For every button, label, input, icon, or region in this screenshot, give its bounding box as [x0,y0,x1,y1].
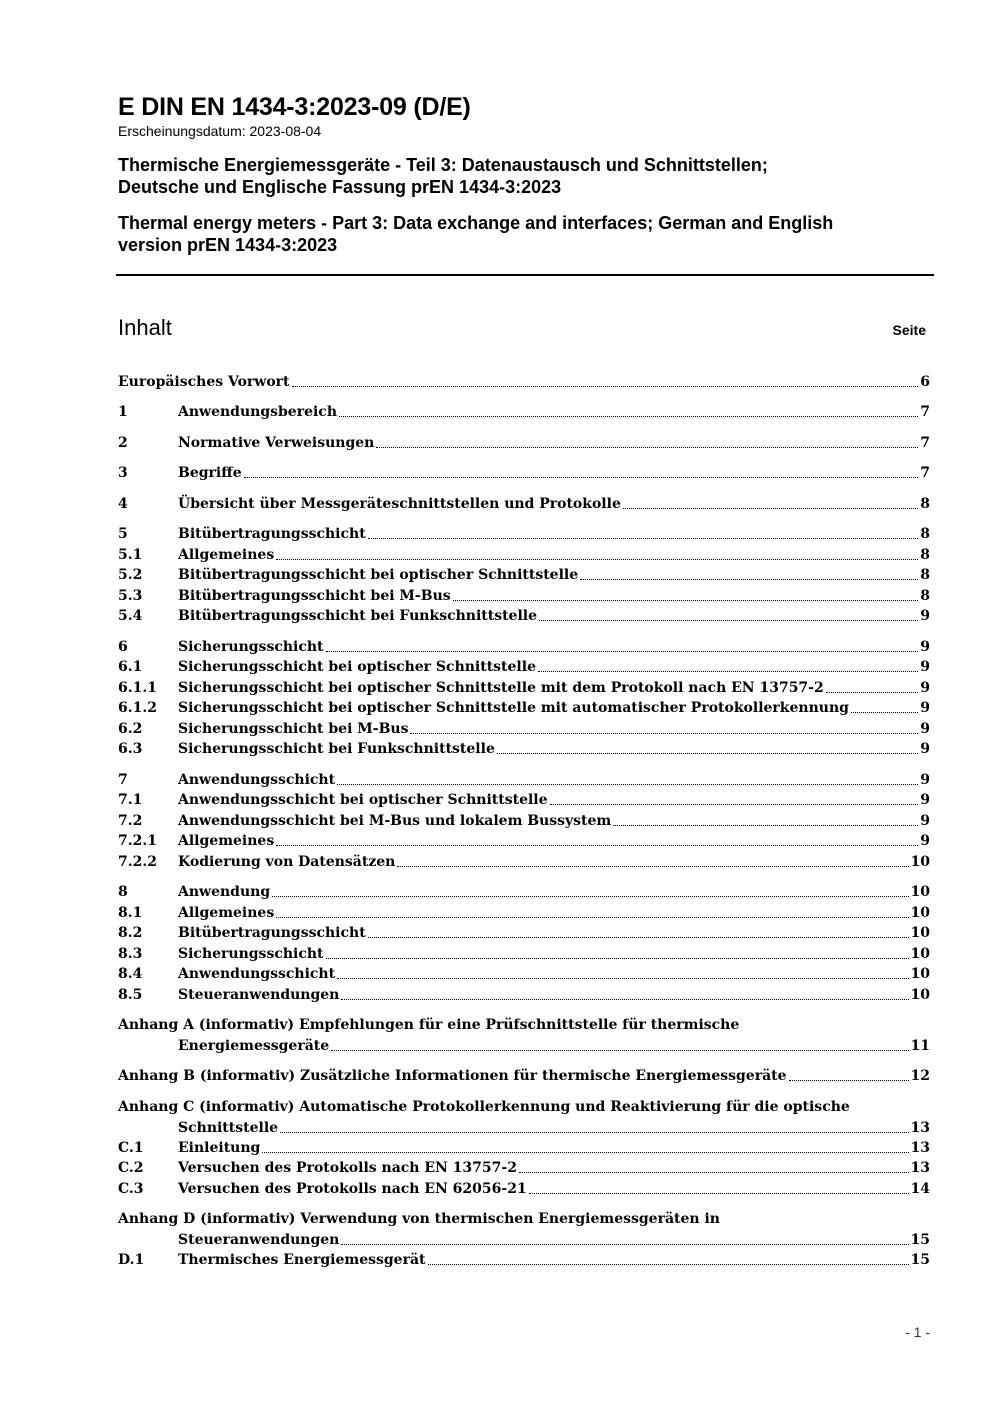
toc-leader-dots [276,917,908,918]
toc-entry-title: Steueranwendungen [178,987,340,1003]
toc-leader-dots [280,1132,908,1133]
toc-entry-title: Europäisches Vorwort [118,374,290,390]
toc-entry[interactable] [118,1138,930,1158]
toc-entry-page: 9 [920,833,930,849]
toc-entry-title: Sicherungsschicht bei optischer Schnittstelle mit dem Protokoll nach EN 13757-2 [178,680,824,696]
toc-leader-dots [331,1050,908,1051]
toc-leader-dots [550,804,919,805]
toc-entry-page: 9 [920,680,930,696]
toc-entry-number: 1 [118,404,128,420]
toc-entry[interactable] [118,1158,930,1178]
annex-b-entry[interactable] [118,1066,930,1086]
toc-entry-number: 7.2.1 [118,833,157,849]
title-german-line1: Thermische Energiemessgeräte - Teil 3: Datenaustausch und Schnittstellen; [118,155,768,175]
toc-entry-title: Allgemeines [178,547,275,563]
toc-leader-dots [276,559,918,560]
toc-entry[interactable] [118,944,930,964]
toc-leader-dots [244,477,919,478]
toc-leader-dots [410,733,918,734]
toc-title: Inhalt [118,315,172,340]
toc-entry-page: 9 [920,608,930,624]
toc-entry-page: 12 [910,1068,930,1084]
toc-entry[interactable] [118,882,930,902]
toc-leader-dots [538,671,918,672]
toc-entry-number: 6.2 [118,721,143,737]
toc-entry-page: 10 [910,987,930,1003]
toc-entry-number: 4 [118,496,128,512]
toc-entry-title: Sicherungsschicht bei optischer Schnittstelle [178,659,536,675]
toc-entry-page: 11 [910,1038,930,1054]
title-english-line2: version prEN 1434-3:2023 [118,235,338,255]
toc-entry-title: Anwendung [178,884,271,900]
toc-leader-dots [453,600,919,601]
toc-heading [118,314,926,342]
toc-entry-title: Anwendungsschicht [178,966,336,982]
toc-leader-dots [292,386,919,387]
toc-entry-page: 8 [920,588,930,604]
toc-entry-page: 10 [910,946,930,962]
toc-entry[interactable] [118,739,930,759]
toc-entry-number: 7.2 [118,813,143,829]
toc-leader-dots [326,651,919,652]
toc-entry[interactable] [118,1250,930,1270]
toc-entry-page: 10 [910,884,930,900]
toc-entry-page: 15 [910,1232,930,1248]
toc-entry-number: 8.3 [118,946,143,962]
toc-entry-page: 14 [910,1181,930,1197]
annex-a-heading[interactable]: Anhang A (informativ) Empfehlungen für eine Prüfschnittstelle für thermische [118,1017,740,1033]
toc-entry-page: 6 [920,374,930,390]
toc-entry-title: Bitübertragungsschicht [178,925,366,941]
toc-entry[interactable] [118,831,930,851]
toc-leader-dots [272,896,908,897]
toc-entry-title: Steueranwendungen [178,1232,340,1248]
toc-entry-number: 5.3 [118,588,143,604]
toc-entry-title: Sicherungsschicht bei Funkschnittstelle [178,741,495,757]
toc-leader-dots [326,958,909,959]
annex-c-entry[interactable] [118,1118,930,1138]
annex-d-entry[interactable] [118,1230,930,1250]
toc-entry[interactable] [118,545,930,565]
title-english [118,212,934,256]
toc-leader-dots [337,784,918,785]
toc-entry[interactable] [118,565,930,585]
toc-entry-title: Bitübertragungsschicht bei M-Bus [178,588,451,604]
toc-leader-dots [529,1193,909,1194]
toc-entry-page: 9 [920,772,930,788]
toc-entry-page: 8 [920,496,930,512]
toc-entry[interactable] [118,657,930,677]
toc-leader-dots [368,538,919,539]
document-header [118,92,934,256]
toc-entry-number: 8 [118,884,128,900]
title-german [118,154,934,198]
toc-entry[interactable] [118,372,930,392]
toc-entry-page: 7 [920,465,930,481]
header-divider [116,274,934,276]
toc-entry-number: C.2 [118,1160,144,1176]
toc-entry-title: Allgemeines [178,833,275,849]
toc-entry-page: 8 [920,547,930,563]
toc-entry-number: 8.5 [118,987,143,1003]
toc-entry-number: 6.1 [118,659,143,675]
toc-entry-number: 6.1.1 [118,680,157,696]
toc-entry-page: 10 [910,905,930,921]
toc-leader-dots [339,416,918,417]
toc-entry-title: Begriffe [178,465,242,481]
toc-entry-number: 7.2.2 [118,854,157,870]
toc-entry[interactable] [118,678,930,698]
toc-entry-number: 5.4 [118,608,143,624]
toc-entry-page: 9 [920,659,930,675]
toc-leader-dots [368,937,909,938]
toc-entry-page: 9 [920,639,930,655]
toc-entry[interactable] [118,770,930,790]
toc-leader-dots [341,1244,908,1245]
toc-entry-page: 9 [920,741,930,757]
toc-entry[interactable] [118,586,930,606]
toc-entry-number: 7.1 [118,792,143,808]
toc-entry-number: 6.3 [118,741,143,757]
annex-c-heading[interactable]: Anhang C (informativ) Automatische Protokollerkennung und Reaktivierung für die optische [118,1099,850,1115]
toc-leader-dots [613,825,918,826]
toc-entry-number: 8.4 [118,966,143,982]
toc-entry-number: 6.1.2 [118,700,157,716]
toc-entry-title: Sicherungsschicht bei M-Bus [178,721,409,737]
toc-entry[interactable] [118,433,930,453]
toc-entry-title: Übersicht über Messgeräteschnittstellen und Protokolle [178,496,621,512]
toc-entry-title: Bitübertragungsschicht bei optischer Schnittstelle [178,567,579,583]
toc-entry[interactable] [118,811,930,831]
toc-entry-page: 9 [920,813,930,829]
toc-entry[interactable] [118,494,930,514]
toc-entry-title: Bitübertragungsschicht [178,526,366,542]
toc-entry-number: 5.1 [118,547,143,563]
toc-entry-number: 5 [118,526,128,542]
toc-entry-page: 15 [910,1252,930,1268]
toc-entry[interactable] [118,923,930,943]
publication-date: Erscheinungsdatum: 2023-08-04 [118,123,322,139]
toc-entry-title: Sicherungsschicht bei optischer Schnittstelle mit automatischer Protokollerkennung [178,700,849,716]
toc-entry[interactable] [118,903,930,923]
toc-entry-title: Kodierung von Datensätzen [178,854,396,870]
title-german-line2: Deutsche und Englische Fassung prEN 1434-3:2023 [118,177,562,197]
toc-entry-title: Thermisches Energiemessgerät [178,1252,426,1268]
toc-entry-page: 9 [920,792,930,808]
toc-entry-page: 9 [920,700,930,716]
toc-entry-number: 3 [118,465,128,481]
toc-leader-dots [539,620,918,621]
toc-leader-dots [623,508,918,509]
toc-entry[interactable] [118,463,930,483]
toc-leader-dots [826,692,919,693]
toc-entry-title: Allgemeines [178,905,275,921]
toc-entry[interactable] [118,524,930,544]
toc-leader-dots [397,866,908,867]
toc-leader-dots [262,1152,908,1153]
toc-entry-title: Normative Verweisungen [178,435,375,451]
toc-leader-dots [497,753,918,754]
toc-entry[interactable] [118,719,930,739]
toc-entry[interactable] [118,964,930,984]
toc-page-label: Seite [892,322,926,338]
toc-entry-title: Sicherungsschicht [178,946,324,962]
toc-entry[interactable] [118,852,930,872]
toc-entry-page: 13 [910,1120,930,1136]
toc-entry-number: 6 [118,639,128,655]
toc-entry-title: Schnittstelle [178,1120,279,1136]
toc-leader-dots [851,712,918,713]
toc-entry-page: 9 [920,721,930,737]
toc-leader-dots [276,845,918,846]
toc-entry-title: Anwendungsbereich [178,404,337,420]
annex-d-heading[interactable]: Anhang D (informativ) Verwendung von thermischen Energiemessgeräten in [118,1211,720,1227]
toc-entry[interactable] [118,402,930,422]
toc-entry-title: Bitübertragungsschicht bei Funkschnittstelle [178,608,538,624]
toc-leader-dots [580,579,918,580]
toc-entry-title: Anwendungsschicht bei M-Bus und lokalem Bussystem [178,813,612,829]
toc-leader-dots [428,1264,909,1265]
toc-entry[interactable] [118,1179,930,1199]
page-number: - 1 - [905,1324,930,1340]
toc-entry-page: 7 [920,435,930,451]
toc-entry-number: D.1 [118,1252,145,1268]
toc-entry-page: 10 [910,925,930,941]
toc-entry-page: 7 [920,404,930,420]
toc-entry[interactable] [118,606,930,626]
toc-leader-dots [337,978,908,979]
toc-entry-number: 8.1 [118,905,143,921]
toc-entry-title: Energiemessgeräte [178,1038,330,1054]
title-english-line1: Thermal energy meters - Part 3: Data exchange and interfaces; German and English [118,213,834,233]
toc-leader-dots [789,1080,909,1081]
document-id: E DIN EN 1434-3:2023-09 (D/E) [118,93,471,121]
toc-leader-dots [341,999,908,1000]
toc-entry[interactable] [118,790,930,810]
toc-leader-dots [376,447,918,448]
toc-entry-page: 8 [920,526,930,542]
toc-entry-title: Einleitung [178,1140,261,1156]
toc-entry-page: 10 [910,966,930,982]
toc-entry[interactable] [118,985,930,1005]
annex-a-entry[interactable] [118,1036,930,1056]
toc-entry-title: Anhang B (informativ) Zusätzliche Informationen für thermische Energiemessgeräte [118,1068,787,1084]
toc-entry-number: 8.2 [118,925,143,941]
toc-entry-number: 2 [118,435,128,451]
toc-entry[interactable] [118,698,930,718]
toc-entry[interactable] [118,637,930,657]
toc-entry-page: 13 [910,1160,930,1176]
toc-leader-dots [519,1172,909,1173]
toc-entry-title: Sicherungsschicht [178,639,324,655]
toc-entry-number: C.1 [118,1140,144,1156]
toc-entry-number: 7 [118,772,128,788]
toc-entry-number: C.3 [118,1181,144,1197]
toc-entry-title: Anwendungsschicht bei optischer Schnittstelle [178,792,548,808]
toc-entry-number: 5.2 [118,567,143,583]
toc-entry-page: 13 [910,1140,930,1156]
toc-entry-title: Anwendungsschicht [178,772,336,788]
toc-entry-title: Versuchen des Protokolls nach EN 13757-2 [178,1160,517,1176]
toc-entry-page: 10 [910,854,930,870]
toc-entry-page: 8 [920,567,930,583]
toc-entry-title: Versuchen des Protokolls nach EN 62056-21 [178,1181,527,1197]
